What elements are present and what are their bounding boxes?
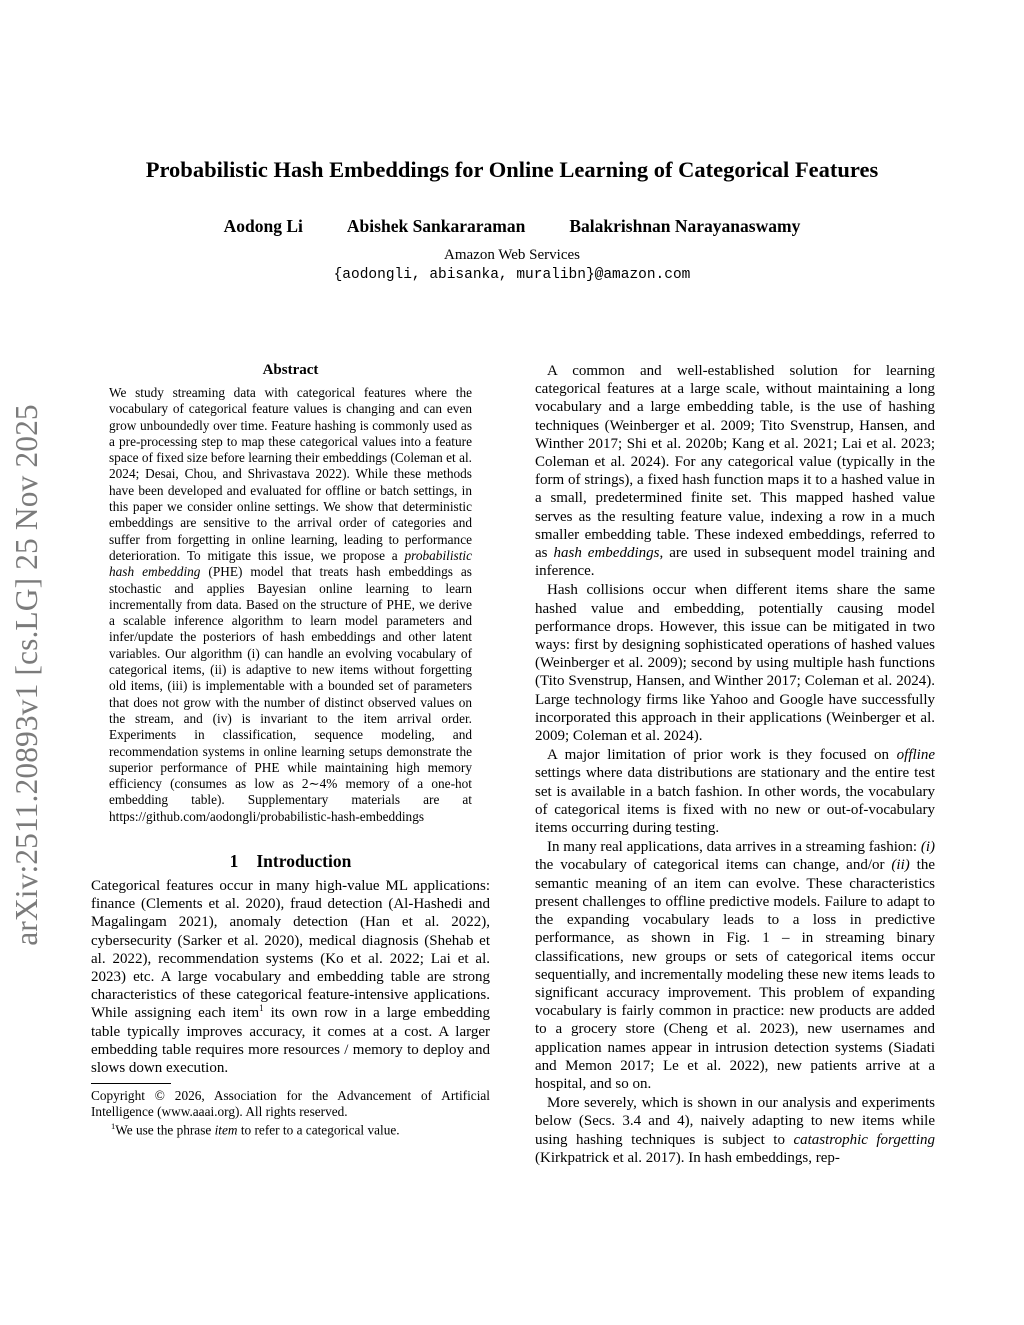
author-emails	[0, 266, 1024, 283]
footnote-text: We use the phrase	[115, 1122, 215, 1138]
footnote-divider	[91, 1083, 171, 1084]
paragraph-text: , are used in subsequent model training and inference.	[535, 545, 936, 580]
footnote-text: to refer to a categorical value.	[237, 1122, 400, 1138]
left-column	[91, 362, 490, 1138]
right-column	[535, 362, 935, 1168]
paragraph-text: settings where data distributions are stationary and the entire test set is available in a batch fashion. In other words, the vocabulary of categorical items is fixed with no new or out-of-vocabulary items occurring during testing.	[535, 765, 935, 837]
paragraph-text: In many real applications, data arrives in a streaming fashion:	[547, 839, 921, 856]
paragraph-text: A common and well-established solution for learning categorical features at a large scale, without maintaining a long vocabulary and a large embedding table, is the use of hashing techniques (Weinberger et al. 2009; Tito Svenstrup, Hansen, and Winther 2017; Shi et al. 2020b; Kang et al. 2021; Lai et al. 2023; Coleman et al. 2024). For any categorical value (typically in the form of strings), a fixed hash function maps it to a hashed value in a small, predetermined finite set. This mapped hashed value serves as the resulting feature value, indexing a row in a much smaller embedding table. These indexed embeddings, referred to as	[535, 363, 935, 562]
author-emails-text: {aodongli, abisanka, muralibn}@amazon.com	[333, 267, 691, 283]
author-name: Abishek Sankararaman	[346, 216, 526, 236]
paragraph-emphasis: offline	[896, 747, 935, 764]
paragraph-text: Categorical features occur in many high-value ML applications: finance (Clements et al. 2020), fraud detection (Al-Hashedi and Magalingam 2021), anomaly detection (Han et al. 2022), cybersecurity (Sarker et al. 2020), medical diagnosis (Shehab et al. 2022), recommendation systems (Ko et al. 2022; Lai et al. 2023) etc. A large vocabulary and embedding table are strong characteristics of these categorical feature-intensive applications. While assigning each item	[91, 878, 490, 1022]
paper-title: Probabilistic Hash Embeddings for Online Learning of Categorical Features	[145, 157, 879, 182]
author-list	[0, 216, 1024, 237]
body-paragraph	[535, 838, 935, 1093]
arxiv-identifier-stamp	[11, 395, 43, 955]
body-paragraph	[535, 1094, 935, 1167]
abstract-text: We study streaming data with categorical features where the vocabulary of categorical feature values is changing and can even grow unboundedly over time. Feature hashing is commonly used as a pre-processing step to map these categorical values into a feature space of fixed size before learning their embeddings (Coleman et al. 2024; Desai, Chou, and Shrivastava 2022). While these methods have been developed and evaluated for offline or batch settings, in this paper we consider online settings. We show that deterministic embeddings are sensitive to the arrival order of categories and suffer from forgetting in online learning, leading to performance deterioration. To mitigate this issue, we propose a	[109, 385, 472, 563]
paragraph-text: the vocabulary of categorical items can change, and/or	[535, 857, 892, 874]
paragraph-emphasis: (ii)	[891, 857, 910, 874]
abstract-text: (PHE) model that treats hash embeddings as stochastic and applies Bayesian online learning to learn incrementally from data. Based on the structure of PHE, we derive a scalable inference algorithm to learn model parameters and infer/update the posteriors of hash embeddings and other latent variables. Our algorithm (i) can handle an evolving vocabulary of categorical items, (ii) is adaptive to new items without forgetting old items, (iii) is implementable with a bounded set of parameters that does not grow with the number of distinct observed values on the stream, and (iv) is invariant to the item arrival order. Experiments in classification, sequence modeling, and recommendation systems in online learning setups demonstrate the superior performance of PHE while maintaining high memory efficiency (consumes as low as 2∼4% memory of a one-hot embedding table). Supplementary materials are at https://github.com/aodongli/probabilistic-hash-embeddings	[109, 564, 472, 824]
footnote-emphasis: item	[214, 1122, 238, 1138]
footnote-marker: 1	[259, 1003, 264, 1014]
paragraph-text: More severely, which is shown in our analysis and experiments below (Secs. 3.4 and 4), naively adapting to new items while using hashing techniques is subject to	[535, 1095, 935, 1148]
author-name: Aodong Li	[223, 216, 303, 236]
abstract-body	[109, 385, 472, 825]
abstract-heading: Abstract	[262, 362, 319, 378]
section-title: Introduction	[256, 851, 352, 872]
author-affiliation: Amazon Web Services	[444, 247, 580, 263]
intro-paragraph	[91, 877, 490, 1077]
arxiv-identifier-text: arXiv:2511.20893v1 [cs.LG] 25 Nov 2025	[9, 404, 44, 946]
section-heading-introduction	[91, 851, 490, 872]
footnote	[91, 1119, 490, 1138]
copyright-notice: Copyright © 2026, Association for the Advancement of Artificial Intelligence (www.aaai.org). All rights reserved.	[91, 1088, 490, 1119]
body-paragraph: Hash collisions occur when different items share the same hashed value and embedding, potentially causing model performance drops. However, this issue can be mitigated in two ways: first by designing sophisticated operations of hashed values (Weinberger et al. 2009); second by using multiple hash functions (Tito Svenstrup, Hansen, and Winther 2017; Coleman et al. 2024). Large technology firms like Yahoo and Google have successfully incorporated this approach in their applications (Weinberger et al. 2009; Coleman et al. 2024).	[535, 582, 935, 745]
section-number: 1	[229, 851, 239, 872]
paragraph-emphasis: catastrophic forgetting	[793, 1131, 935, 1148]
footnote-number: 1	[111, 1121, 116, 1132]
paragraph-text: (Kirkpatrick et al. 2017). In hash embeddings, rep-	[535, 1149, 840, 1166]
paragraph-text: its own row in a large embedding table typically improves accuracy, it comes at a cost. A larger embedding table requires more resources / memory to deploy and slows down execution.	[91, 1005, 491, 1077]
paragraph-emphasis: (i)	[920, 839, 935, 856]
paragraph-text: A major limitation of prior work is they focused on	[547, 747, 897, 764]
paragraph-text: the semantic meaning of an item can evolve. These characteristics present challenges to offline predictive models. Failure to adapt to the expanding vocabulary leads to a loss in predictive performance, as shown in Fig. 1 – in streaming binary classifications, new groups or sets of categorical items occur sequentially, and incrementally modeling these new items leads to significant accuracy improvement. This problem of expanding vocabulary is fairly common in practice: new products are added to a grocery store (Cheng et al. 2023), new usernames and application names appear in intrusion detection systems (Siadati and Memon 2017; Le et al. 2022), new patients arrive at a hospital, and so on.	[535, 857, 935, 1092]
author-name: Balakrishnan Narayanaswamy	[569, 216, 801, 236]
abstract-emphasis: probabilistic hash embedding	[109, 547, 472, 580]
paragraph-emphasis: hash embeddings	[553, 545, 660, 562]
body-paragraph	[535, 362, 935, 580]
body-paragraph	[535, 746, 935, 837]
